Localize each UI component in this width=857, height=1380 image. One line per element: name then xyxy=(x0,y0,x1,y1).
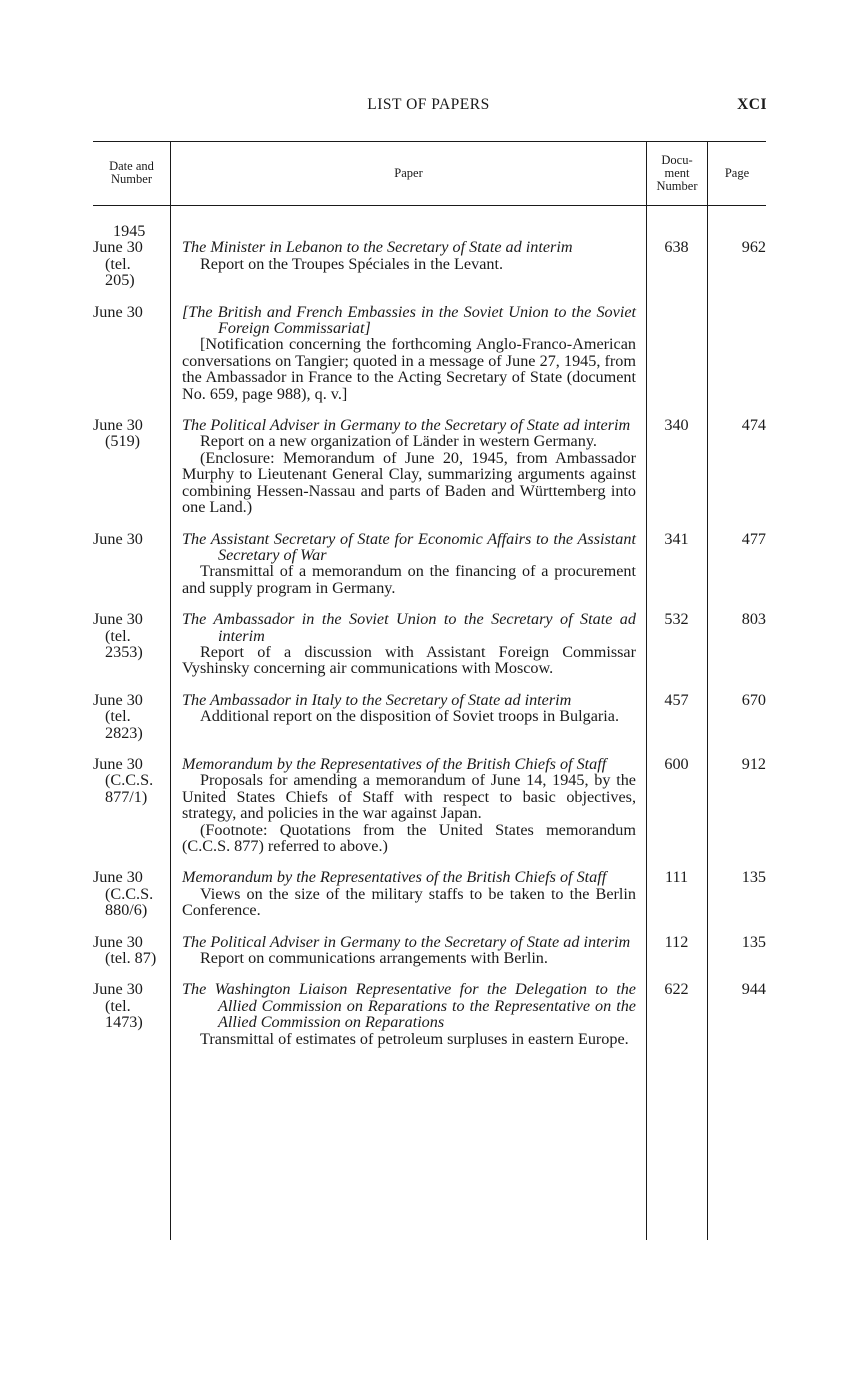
document-number-text: 600 xyxy=(664,754,689,773)
page-number-text: 135 xyxy=(741,868,766,887)
entry-paper xyxy=(170,531,646,597)
column-header-document-number xyxy=(647,141,707,205)
entry-date-line: June 30 xyxy=(93,302,143,321)
entry-paper xyxy=(170,869,646,918)
entry-document-number xyxy=(646,531,707,597)
entry-date-line: (519) xyxy=(105,432,141,451)
entry-date xyxy=(93,692,170,741)
page-number-text: 474 xyxy=(741,416,766,435)
entry-paper xyxy=(170,934,646,967)
entry-document-number xyxy=(646,692,707,741)
entry-date xyxy=(93,934,170,967)
entry-date-line: (tel. xyxy=(105,254,131,273)
entry-page-number xyxy=(707,531,766,597)
document-number-text: 638 xyxy=(664,238,689,257)
entry-date xyxy=(93,611,170,677)
column-header-paper: Paper xyxy=(394,165,423,180)
entry-title: The Assistant Secretary of State for Economic Affairs to the Assistant Secretary of War xyxy=(182,529,636,564)
entry-date-line: June 30 xyxy=(93,238,143,257)
entry-page-number xyxy=(707,223,766,289)
entry-date-line: (C.C.S. xyxy=(105,771,154,790)
entry-page-number xyxy=(707,417,766,515)
page-folio: XCI xyxy=(737,96,767,113)
entry-date xyxy=(93,304,170,402)
entry-page-number xyxy=(707,611,766,677)
entry-title: Memorandum by the Representatives of the British Chiefs of Staff xyxy=(182,754,607,773)
entry-paper xyxy=(170,417,646,515)
entry-title: [The British and French Embassies in the Soviet Union to the Soviet Foreign Commissariat] xyxy=(182,302,636,338)
page-number-text: 803 xyxy=(741,610,766,629)
entry-date-line: June 30 xyxy=(93,868,143,887)
entry-document-number xyxy=(646,756,707,854)
entry-page-number xyxy=(707,692,766,741)
table-row xyxy=(93,934,766,967)
entry-title: The Political Adviser in Germany to the Secretary of State ad interim xyxy=(182,416,631,435)
entry-date-line: June 30 xyxy=(93,529,143,548)
entry-note: (Enclosure: Memorandum of June 20, 1945, from Ambassador Murphy to Lieutenant General Clay, summarizing arguments against combining Hessen-Nassau and parts of Baden and Württemberg into one Land.) xyxy=(182,448,636,517)
entry-description: Report on communications arrangements with Berlin. xyxy=(200,949,548,968)
column-header-doc-line: Number xyxy=(656,178,698,193)
entry-page-number xyxy=(707,756,766,854)
entry-date-line: June 30 xyxy=(93,690,143,709)
entry-page-number xyxy=(707,981,766,1047)
entry-date-line: June 30 xyxy=(93,610,143,629)
table-row xyxy=(93,304,766,402)
entry-date xyxy=(93,531,170,597)
entry-year: 1945 xyxy=(113,222,146,240)
running-head xyxy=(0,96,857,118)
entry-title: The Minister in Lebanon to the Secretary of State ad interim xyxy=(182,238,573,257)
entry-date-line: 2353) xyxy=(105,642,143,661)
document-number-text: 457 xyxy=(664,690,689,709)
entry-title: The Ambassador in the Soviet Union to the Secretary of State ad interim xyxy=(182,610,636,645)
page-number-text: 670 xyxy=(741,690,766,709)
table-row xyxy=(93,756,766,854)
table-row xyxy=(93,223,766,289)
year-spacer xyxy=(182,223,636,239)
entry-description: Report on the Troupes Spéciales in the Levant. xyxy=(200,254,504,273)
entry-description: Report on a new organization of Länder in western Germany. xyxy=(200,432,597,451)
page-title: LIST OF PAPERS xyxy=(367,96,490,113)
entry-date-line: June 30 xyxy=(93,980,143,999)
table-row xyxy=(93,531,766,597)
table-row xyxy=(93,692,766,741)
entry-date-line: June 30 xyxy=(93,754,143,773)
document-number-text: 341 xyxy=(664,529,689,548)
entry-date-line: (tel. 87) xyxy=(105,949,157,968)
entry-document-number xyxy=(646,223,707,289)
entry-page-number xyxy=(707,304,766,402)
entry-date-line: 1473) xyxy=(105,1013,143,1032)
entry-date-line: (tel. xyxy=(105,626,131,645)
entry-description: Additional report on the disposition of Soviet troops in Bulgaria. xyxy=(200,707,620,726)
entry-date-line: (C.C.S. xyxy=(105,884,154,903)
entry-page-number xyxy=(707,869,766,918)
entry-description: Transmittal of estimates of petroleum surpluses in eastern Europe. xyxy=(200,1029,629,1048)
page-number-text: 962 xyxy=(741,238,766,257)
entry-page-number xyxy=(707,934,766,967)
entry-note: (Footnote: Quotations from the United States memorandum (C.C.S. 877) referred to above.) xyxy=(182,820,636,855)
entry-title: The Political Adviser in Germany to the Secretary of State ad interim xyxy=(182,932,631,951)
column-header-doc-line: ment xyxy=(664,165,690,180)
document-number-text: 111 xyxy=(664,868,689,887)
column-header-date-line: Date and xyxy=(109,159,154,173)
document-number-text: 340 xyxy=(664,416,689,435)
page-number-text: 944 xyxy=(741,980,766,999)
column-header-date xyxy=(93,141,170,205)
entry-description: Transmittal of a memorandum on the financing of a procurement and supply program in Germany. xyxy=(182,562,636,597)
entry-description: [Notification concerning the forthcoming Anglo-Franco-American conversations on Tangier; quoted in a message of June 27, 1945, from the Ambassador in France to the Acting Secretary of State (document No. 659, page 988), q. v.] xyxy=(182,335,636,403)
entry-date-line: 205) xyxy=(105,271,135,290)
entry-date-line: 2823) xyxy=(105,723,143,742)
entry-document-number xyxy=(646,304,707,402)
entry-date-line: (tel. xyxy=(105,707,131,726)
table-row xyxy=(93,611,766,677)
entry-title: The Ambassador in Italy to the Secretary of State ad interim xyxy=(182,690,572,709)
entry-document-number xyxy=(646,869,707,918)
entry-document-number xyxy=(646,934,707,967)
entry-paper xyxy=(170,692,646,741)
entry-date xyxy=(93,869,170,918)
column-header-date-line: Number xyxy=(111,172,152,186)
table-header-rule xyxy=(93,205,766,206)
page-number-text: 912 xyxy=(741,754,766,773)
entry-title: The Washington Liaison Representative for the Delegation to the Allied Commission on Reparations to the Representative on the Allied Commission on Reparations xyxy=(182,980,636,1032)
table-row xyxy=(93,869,766,918)
entry-date-line: June 30 xyxy=(93,932,143,951)
entry-paper xyxy=(170,223,646,289)
column-header-doc-line: Docu- xyxy=(661,152,693,167)
entry-description: Views on the size of the military staffs to be taken to the Berlin Conference. xyxy=(182,884,636,920)
entry-date xyxy=(93,223,170,289)
entry-date xyxy=(93,756,170,854)
document-number-text: 622 xyxy=(664,980,689,999)
entry-date xyxy=(93,417,170,515)
entry-description: Proposals for amending a memorandum of June 14, 1945, by the United States Chiefs of Staff with respect to basic objectives, strategy, and policies in the war against Japan. xyxy=(182,771,636,823)
document-number-text: 532 xyxy=(664,610,689,629)
entry-paper xyxy=(170,981,646,1047)
page-number-text: 477 xyxy=(741,529,766,548)
entry-paper xyxy=(170,611,646,677)
table-row xyxy=(93,417,766,515)
entry-date-line: 877/1) xyxy=(105,787,148,806)
entry-document-number xyxy=(646,611,707,677)
table-row xyxy=(93,981,766,1047)
entry-date-line: June 30 xyxy=(93,416,143,435)
column-header-page: Page xyxy=(724,165,750,180)
entry-date-line: (tel. xyxy=(105,996,131,1015)
entry-paper xyxy=(170,304,646,402)
entry-document-number xyxy=(646,981,707,1047)
entry-description: Report of a discussion with Assistant Foreign Commissar Vyshinsky concerning air communications with Moscow. xyxy=(182,642,636,678)
entry-document-number xyxy=(646,417,707,515)
entry-title: Memorandum by the Representatives of the British Chiefs of Staff xyxy=(182,868,607,887)
entry-date-line: 880/6) xyxy=(105,901,148,920)
page-number-text: 135 xyxy=(741,932,766,951)
entry-date xyxy=(93,981,170,1047)
entry-paper xyxy=(170,756,646,854)
document-number-text: 112 xyxy=(664,932,689,951)
table-body xyxy=(93,223,766,1062)
